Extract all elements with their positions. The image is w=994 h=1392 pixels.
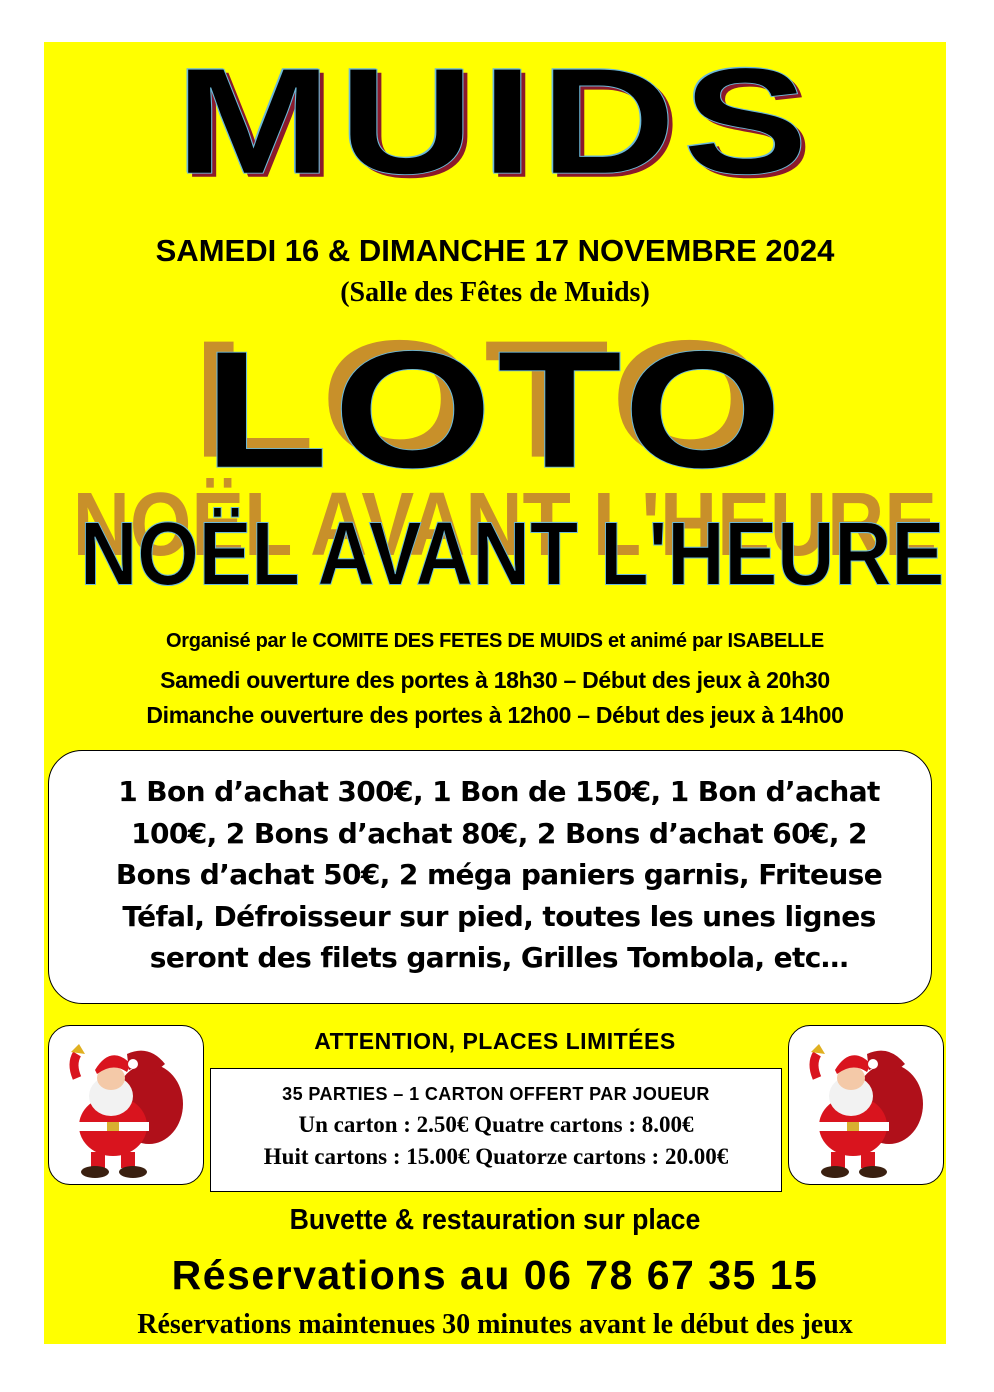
prize-line: seront des filets garnis, Grilles Tombola, etc…: [149, 941, 849, 974]
price-line: Huit cartons : 15.00€ Quatorze cartons : 20.00€: [263, 1144, 729, 1169]
price-line: Un carton : 2.50€ Quatre cartons : 8.00€: [298, 1112, 694, 1137]
reservation-note: Réservations maintenues 30 minutes avant le début des jeux: [137, 1309, 853, 1340]
loto-poster: [44, 42, 946, 1344]
poster-title-muids: MUIDS: [175, 42, 815, 206]
event-venue: (Salle des Fêtes de Muids): [340, 277, 650, 308]
prize-line: 100€, 2 Bons d’achat 80€, 2 Bons d’achat 60€, 2: [131, 816, 867, 850]
cartons-box: [210, 1068, 782, 1192]
event-dates: SAMEDI 16 & DIMANCHE 17 NOVEMBRE 2024: [155, 233, 835, 268]
poster-theme: NOËL AVANT L'HEURE: [80, 503, 945, 605]
organizer-line: Organisé par le COMITE DES FETES DE MUIDS et animé par ISABELLE: [166, 630, 824, 652]
prizes-text: [99, 771, 899, 979]
prizes-box: [48, 750, 932, 1004]
schedule-sunday: Dimanche ouverture des portes à 12h00 – Début des jeux à 14h00: [146, 702, 844, 728]
schedule-saturday: Samedi ouverture des portes à 18h30 – Début des jeux à 20h30: [160, 667, 830, 693]
prize-line: 1 Bon d’achat 300€, 1 Bon de 150€, 1 Bon d’achat: [118, 775, 880, 808]
reservations-phone: Réservations au 06 78 67 35 15: [171, 1252, 819, 1298]
attention-notice: ATTENTION, PLACES LIMITÉES: [314, 1028, 676, 1054]
poster-title-loto: LOTO: [203, 316, 787, 504]
prize-line: Bons d’achat 50€, 2 méga paniers garnis, Friteuse: [115, 858, 883, 891]
prize-line: Téfal, Défroisseur sur pied, toutes les unes lignes: [122, 899, 876, 933]
parties-line: 35 PARTIES – 1 CARTON OFFERT PAR JOUEUR: [282, 1084, 710, 1104]
santa-claus-icon: [797, 1034, 937, 1178]
buvette-line: Buvette & restauration sur place: [289, 1204, 701, 1236]
santa-box-right: [788, 1025, 944, 1185]
